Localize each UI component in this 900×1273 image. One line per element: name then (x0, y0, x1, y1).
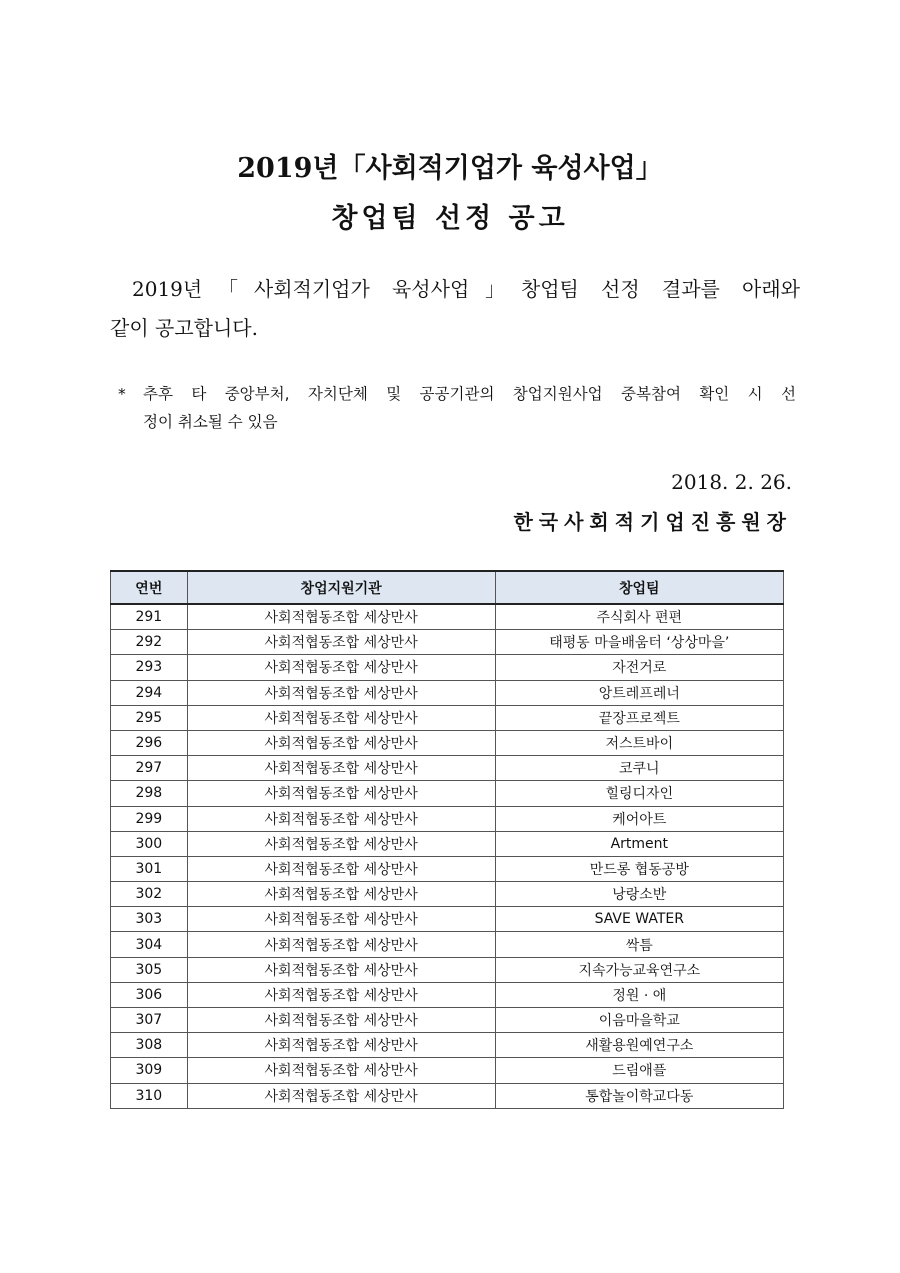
row-startup-team: 드림애플 (495, 1058, 783, 1083)
row-number: 294 (111, 680, 188, 705)
document-title: 2019년「사회적기업가 육성사업」 (237, 153, 663, 184)
row-number: 300 (111, 831, 188, 856)
row-number: 299 (111, 806, 188, 831)
table-row (111, 604, 784, 630)
row-support-institution: 사회적협동조합 세상만사 (187, 1008, 495, 1033)
row-support-institution: 사회적협동조합 세상만사 (187, 705, 495, 730)
row-startup-team: 앙트레프레너 (495, 680, 783, 705)
table-row (111, 1008, 784, 1033)
row-support-institution: 사회적협동조합 세상만사 (187, 756, 495, 781)
row-startup-team: 만드롱 협동공방 (495, 856, 783, 881)
row-number: 305 (111, 957, 188, 982)
document-subtitle: 창업팀 선정 공고 (331, 203, 569, 234)
table-row (111, 756, 784, 781)
table-row (111, 831, 784, 856)
row-support-institution: 사회적협동조합 세상만사 (187, 604, 495, 630)
row-startup-team: 새활용원예연구소 (495, 1033, 783, 1058)
table-row (111, 882, 784, 907)
row-number: 291 (111, 604, 188, 630)
header-support-institution: 창업지원기관 (187, 571, 495, 604)
row-startup-team: 정원 · 애 (495, 982, 783, 1007)
row-startup-team: 이음마을학교 (495, 1008, 783, 1033)
intro-line-2: 같이 공고합니다. (110, 316, 258, 340)
table-row (111, 630, 784, 655)
row-number: 301 (111, 856, 188, 881)
row-support-institution: 사회적협동조합 세상만사 (187, 1058, 495, 1083)
table-row (111, 680, 784, 705)
row-number: 296 (111, 730, 188, 755)
announcement-date: 2018. 2. 26. (671, 470, 792, 494)
table-row (111, 1058, 784, 1083)
row-startup-team: 케어아트 (495, 806, 783, 831)
table-header-row (111, 571, 784, 604)
row-number: 302 (111, 882, 188, 907)
row-startup-team: 자전거로 (495, 655, 783, 680)
note-line-1: 추후 타 중앙부처, 자치단체 및 공공기관의 창업지원사업 중복참여 확인 시 선 (143, 385, 796, 403)
row-startup-team: 힐링디자인 (495, 781, 783, 806)
header-startup-team: 창업팀 (495, 571, 783, 604)
table-row (111, 982, 784, 1007)
row-support-institution: 사회적협동조합 세상만사 (187, 856, 495, 881)
row-support-institution: 사회적협동조합 세상만사 (187, 730, 495, 755)
row-support-institution: 사회적협동조합 세상만사 (187, 806, 495, 831)
row-number: 298 (111, 781, 188, 806)
row-startup-team: 끝장프로젝트 (495, 705, 783, 730)
notice-paragraph (118, 380, 796, 436)
row-support-institution: 사회적협동조합 세상만사 (187, 957, 495, 982)
row-number: 310 (111, 1083, 188, 1108)
table-row (111, 907, 784, 932)
row-number: 307 (111, 1008, 188, 1033)
intro-paragraph (110, 270, 800, 348)
header-number: 연번 (111, 571, 188, 604)
row-startup-team: 낭랑소반 (495, 882, 783, 907)
table-row (111, 856, 784, 881)
row-support-institution: 사회적협동조합 세상만사 (187, 781, 495, 806)
row-startup-team: SAVE WATER (495, 907, 783, 932)
row-support-institution: 사회적협동조합 세상만사 (187, 932, 495, 957)
table-row (111, 957, 784, 982)
row-number: 297 (111, 756, 188, 781)
note-marker: * (118, 385, 126, 403)
table-row (111, 806, 784, 831)
table-row (111, 1083, 784, 1108)
row-startup-team: 코쿠니 (495, 756, 783, 781)
row-startup-team: 통합놀이학교다동 (495, 1083, 783, 1108)
table-row (111, 655, 784, 680)
row-startup-team: 저스트바이 (495, 730, 783, 755)
row-number: 309 (111, 1058, 188, 1083)
row-support-institution: 사회적협동조합 세상만사 (187, 1033, 495, 1058)
row-startup-team: 싹틈 (495, 932, 783, 957)
table-row (111, 730, 784, 755)
table-row (111, 705, 784, 730)
row-startup-team: Artment (495, 831, 783, 856)
row-number: 303 (111, 907, 188, 932)
row-number: 306 (111, 982, 188, 1007)
row-number: 293 (111, 655, 188, 680)
row-support-institution: 사회적협동조합 세상만사 (187, 882, 495, 907)
row-startup-team: 태평동 마을배움터 ‘상상마을’ (495, 630, 783, 655)
issuer-name: 한국사회적기업진흥원장 (513, 510, 792, 534)
row-support-institution: 사회적협동조합 세상만사 (187, 982, 495, 1007)
table-row (111, 781, 784, 806)
row-number: 308 (111, 1033, 188, 1058)
selection-table (110, 570, 784, 1109)
row-number: 292 (111, 630, 188, 655)
row-support-institution: 사회적협동조합 세상만사 (187, 907, 495, 932)
row-number: 295 (111, 705, 188, 730)
row-startup-team: 지속가능교육연구소 (495, 957, 783, 982)
row-support-institution: 사회적협동조합 세상만사 (187, 680, 495, 705)
row-support-institution: 사회적협동조합 세상만사 (187, 1083, 495, 1108)
row-startup-team: 주식회사 편편 (495, 604, 783, 630)
row-support-institution: 사회적협동조합 세상만사 (187, 831, 495, 856)
intro-line-1: 2019년「사회적기업가 육성사업」창업팀 선정 결과를 아래와 (132, 277, 800, 301)
table-row (111, 932, 784, 957)
row-support-institution: 사회적협동조합 세상만사 (187, 630, 495, 655)
note-line-2: 정이 취소될 수 있음 (143, 413, 278, 431)
row-number: 304 (111, 932, 188, 957)
table-row (111, 1033, 784, 1058)
row-support-institution: 사회적협동조합 세상만사 (187, 655, 495, 680)
